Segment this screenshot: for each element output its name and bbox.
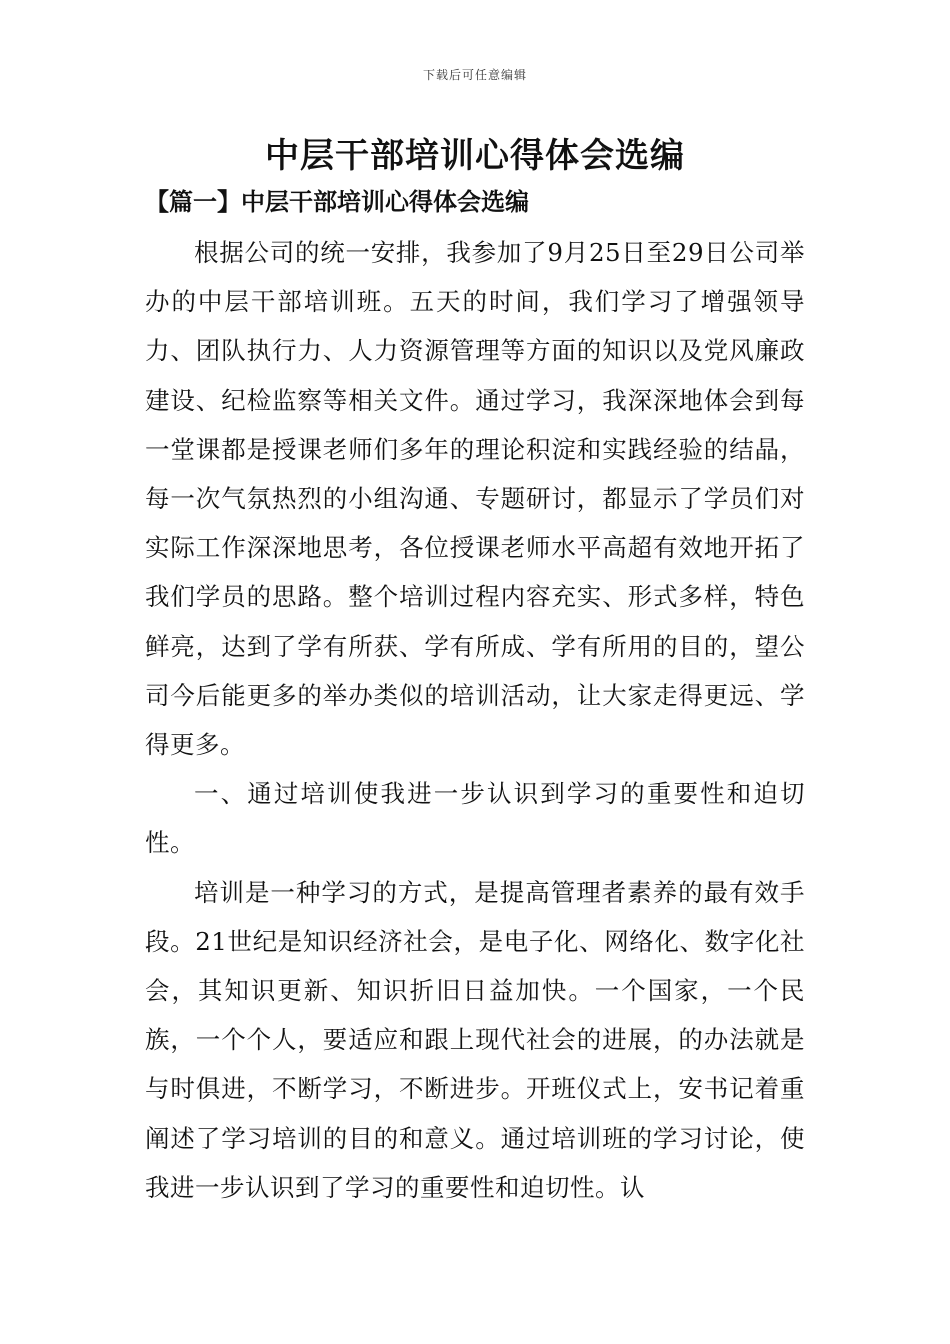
paragraph-point-one: 一、通过培训使我进一步认识到学习的重要性和迫切性。 <box>145 779 805 858</box>
section-heading: 【篇一】中层干部培训心得体会选编 <box>145 187 529 216</box>
paragraph-intro: 根据公司的统一安排，我参加了9月25日至29日公司举办的中层干部培训班。五天的时间，我们学习了增强领导力、团队执行力、人力资源管理等方面的知识以及党风廉政建设、纪检监察等相关文件。通过学习，我深深地体会到每一堂课都是授课老师们多年的理论积淀和实践经验的结晶，每一次气氛热烈的小组沟通、专题研讨，都显示了学员们对实际工作深深地思考，各位授课老师水平高超有效地开拓了我们学员的思路。整个培训过程内容充实、形式多样，特色鲜亮，达到了学有所获、学有所成、学有所用的目的，望公司今后能更多的举办类似的培训活动，让大家走得更远、学得更多。 <box>145 238 805 760</box>
body-text <box>145 228 805 1212</box>
paragraph-training: 培训是一种学习的方式，是提高管理者素养的最有效手段。21世纪是知识经济社会，是电子化、网络化、数字化社会，其知识更新、知识折旧日益加快。一个国家，一个民族，一个个人，要适应和跟上现代社会的进展，的办法就是与时俱进，不断学习，不断进步。开班仪式上，安书记着重阐述了学习培训的目的和意义。通过培训班的学习讨论，使我进一步认识到了学习的重要性和迫切性。认 <box>145 877 805 1202</box>
header-note: 下载后可任意编辑 <box>422 68 527 82</box>
document-title: 中层干部培训心得体会选编 <box>265 136 685 176</box>
